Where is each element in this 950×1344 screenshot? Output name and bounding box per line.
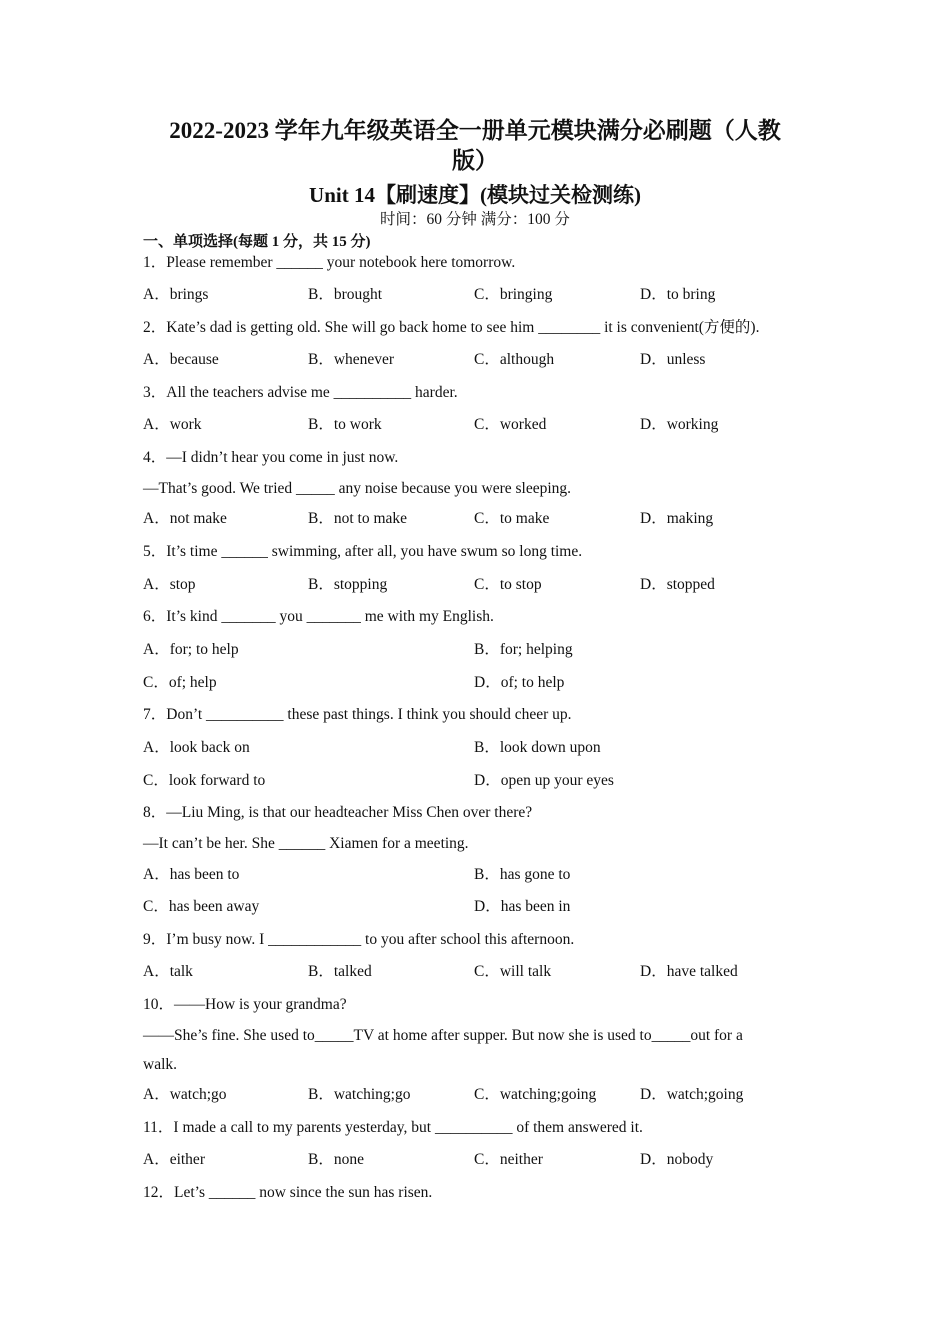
option-b[interactable]: B．none [308, 1151, 364, 1168]
question-stem: 7．Don’t __________ these past things. I think you should cheer up. [143, 706, 572, 723]
option-a[interactable]: A．look back on [143, 739, 250, 756]
option-c[interactable]: C．to stop [474, 576, 542, 593]
option-d[interactable]: D．making [640, 510, 714, 527]
exam-meta: 时间：60 分钟 满分：100 分 [380, 211, 570, 228]
option-a[interactable]: A．stop [143, 576, 196, 593]
option-d[interactable]: D．working [640, 416, 719, 433]
question-stem: 12．Let’s ______ now since the sun has risen. [143, 1184, 433, 1201]
option-b[interactable]: B．look down upon [474, 739, 601, 756]
option-b[interactable]: B．for; helping [474, 641, 573, 658]
option-d[interactable]: D．stopped [640, 576, 715, 593]
option-a[interactable]: A．watch;go [143, 1086, 227, 1103]
option-b[interactable]: B．brought [308, 286, 383, 303]
option-c[interactable]: C．to make [474, 510, 550, 527]
option-c[interactable]: C．watching;going [474, 1086, 597, 1103]
option-d[interactable]: D．have talked [640, 963, 738, 980]
question-stem: 5．It’s time ______ swimming, after all, you have swum so long time. [143, 543, 583, 560]
option-c[interactable]: C．neither [474, 1151, 543, 1168]
option-a[interactable]: A．talk [143, 963, 193, 980]
option-d[interactable]: D．unless [640, 351, 706, 368]
option-d[interactable]: D．open up your eyes [474, 772, 614, 789]
option-a[interactable]: A．because [143, 351, 219, 368]
question-stem: 4．—I didn’t hear you come in just now. [143, 449, 399, 466]
title-line-2: 版） [452, 148, 498, 173]
option-b[interactable]: B．watching;go [308, 1086, 411, 1103]
option-a[interactable]: A．has been to [143, 866, 240, 883]
option-a[interactable]: A．not make [143, 510, 227, 527]
option-a[interactable]: A．either [143, 1151, 205, 1168]
question-stem: 3．All the teachers advise me __________ harder. [143, 384, 458, 401]
option-b[interactable]: B．has gone to [474, 866, 571, 883]
option-d[interactable]: D．of; to help [474, 674, 565, 691]
title-line-1: 2022-2023 学年九年级英语全一册单元模块满分必刷题（人教 [169, 118, 781, 143]
option-c[interactable]: C．will talk [474, 963, 552, 980]
question-stem-line-3: walk. [143, 1056, 178, 1073]
section-heading: 一、单项选择(每题 1 分，共 15 分) [143, 234, 371, 250]
option-a[interactable]: A．work [143, 416, 202, 433]
option-c[interactable]: C．look forward to [143, 772, 266, 789]
option-d[interactable]: D．has been in [474, 898, 571, 915]
question-stem: 2．Kate’s dad is getting old. She will go back home to see him ________ it is convenient(方便的). [143, 319, 760, 336]
question-stem: 1．Please remember ______ your notebook here tomorrow. [143, 254, 516, 271]
option-c[interactable]: C．worked [474, 416, 547, 433]
question-stem: 9．I’m busy now. I ____________ to you after school this afternoon. [143, 931, 575, 948]
option-b[interactable]: B．not to make [308, 510, 408, 527]
option-b[interactable]: B．whenever [308, 351, 395, 368]
question-stem: 10．——How is your grandma? [143, 996, 347, 1013]
option-c[interactable]: C．although [474, 351, 555, 368]
question-stem-line-2: —That’s good. We tried _____ any noise because you were sleeping. [143, 480, 572, 497]
question-stem: 11．I made a call to my parents yesterday, but __________ of them answered it. [143, 1119, 643, 1136]
question-stem: 6．It’s kind _______ you _______ me with my English. [143, 608, 494, 625]
option-d[interactable]: D．to bring [640, 286, 716, 303]
option-c[interactable]: C．bringing [474, 286, 553, 303]
option-c[interactable]: C．has been away [143, 898, 260, 915]
option-d[interactable]: D．watch;going [640, 1086, 744, 1103]
option-b[interactable]: B．stopping [308, 576, 388, 593]
question-stem: 8．—Liu Ming, is that our headteacher Miss Chen over there? [143, 804, 533, 821]
option-b[interactable]: B．to work [308, 416, 382, 433]
question-stem-line-2: —It can’t be her. She ______ Xiamen for a meeting. [143, 835, 469, 852]
option-c[interactable]: C．of; help [143, 674, 217, 691]
question-stem-line-2: ——She’s fine. She used to_____TV at home after supper. But now she is used to_____out for a [143, 1027, 743, 1044]
option-d[interactable]: D．nobody [640, 1151, 714, 1168]
option-b[interactable]: B．talked [308, 963, 372, 980]
option-a[interactable]: A．brings [143, 286, 209, 303]
option-a[interactable]: A．for; to help [143, 641, 239, 658]
unit-title: Unit 14【刷速度】(模块过关检测练) [309, 183, 641, 207]
